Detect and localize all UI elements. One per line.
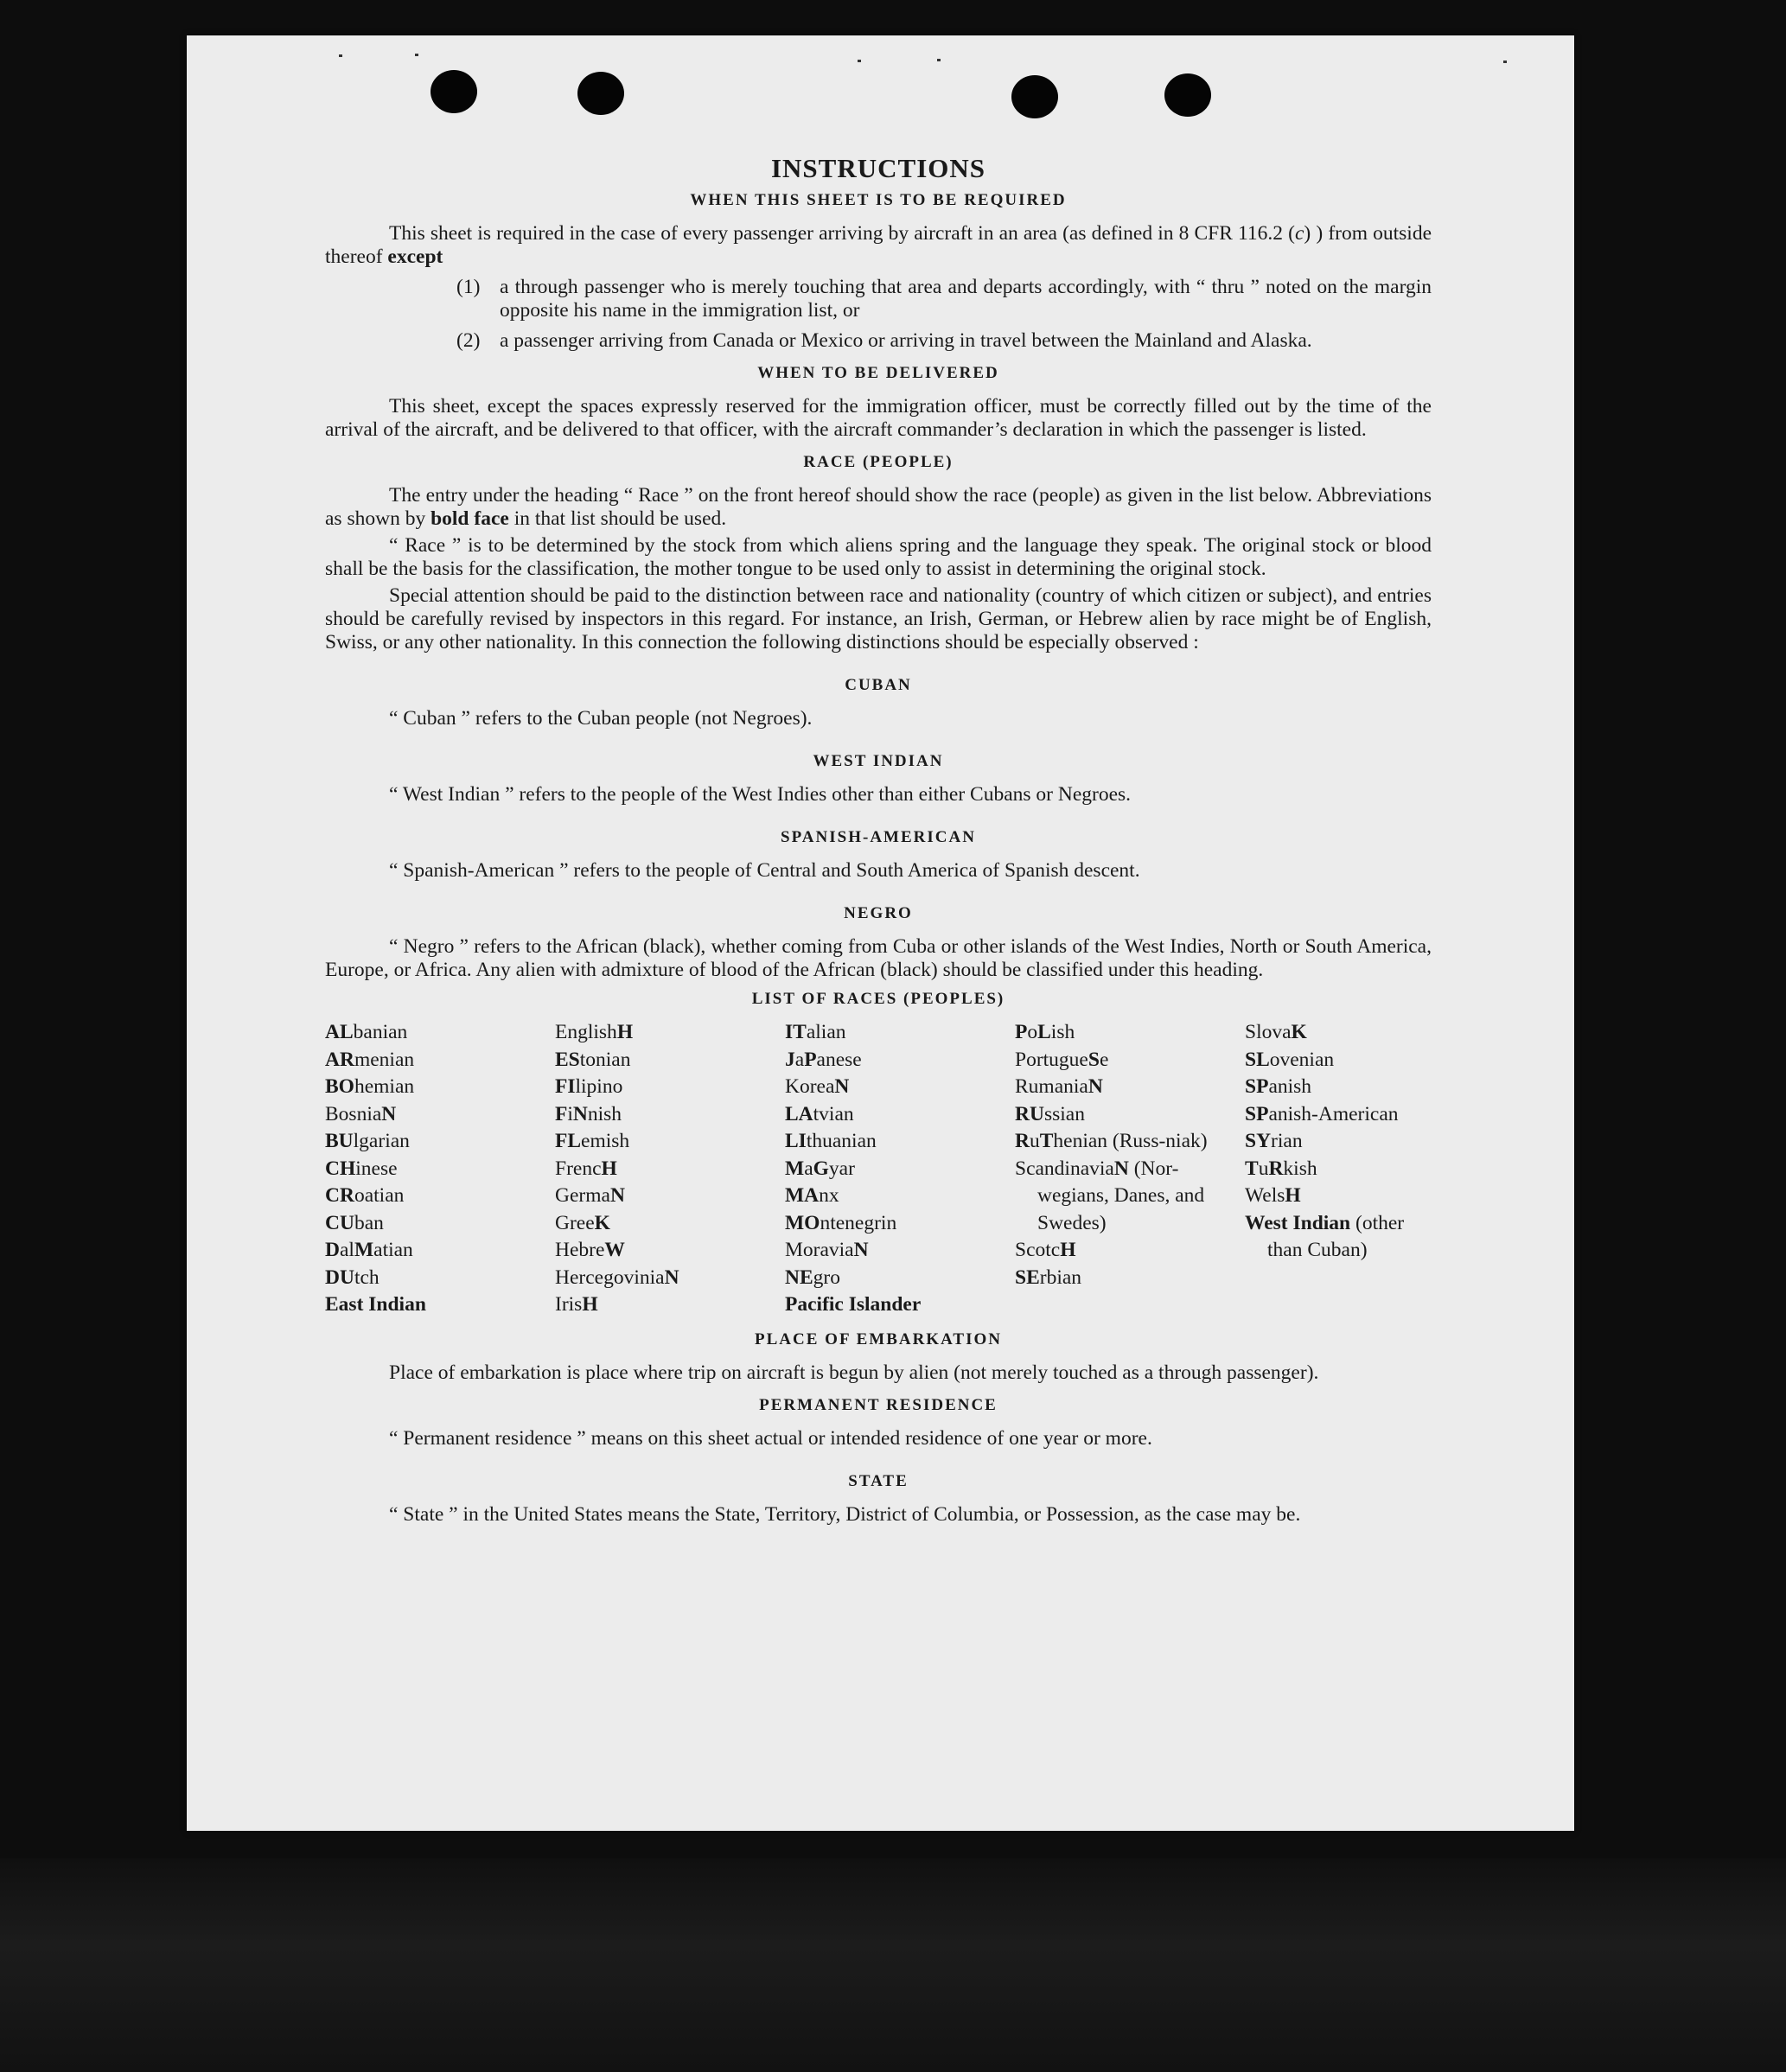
race-entry: MaGyar <box>785 1157 855 1180</box>
race-entry: BUlgarian <box>325 1130 410 1152</box>
race-entry: GreeK <box>555 1211 610 1234</box>
heading-embarkation: PLACE OF EMBARKATION <box>755 1329 1002 1348</box>
race-column <box>1245 1019 1432 1319</box>
heading-required: WHEN THIS SHEET IS TO BE REQUIRED <box>690 191 1067 209</box>
negro-text: “ Negro ” refers to the African (black), whether coming from Cuba or other islands of the West Indies, North or South America, Europe, or Africa. Any alien with admixture of blood of the African (black) should be classified under this heading. <box>325 935 1432 981</box>
spanish-american-text: “ Spanish-American ” refers to the people of Central and South America of Spanish descent. <box>389 859 1140 882</box>
race-entry: SPanish-American <box>1245 1102 1399 1125</box>
scan-speck <box>858 60 861 62</box>
page-title: INSTRUCTIONS <box>770 153 985 183</box>
race-entry: RUssian <box>1015 1102 1085 1125</box>
race-column <box>1015 1019 1245 1319</box>
race-paragraph-3: Special attention should be paid to the distinction between race and nationality (country of which citizen or subject), and entries should be carefully revised by inspectors in this regard. For instance, an Irish, German, or Hebrew alien by race might be of English, Swiss, or any other nationality. In this connection the following distinctions should be especially observed : <box>325 584 1432 653</box>
race-entry: KoreaN <box>785 1075 850 1098</box>
race-entry: East Indian <box>325 1293 426 1316</box>
race-entry: DUtch <box>325 1266 380 1289</box>
race-entry: ITalian <box>785 1021 846 1043</box>
race-entry: LIthuanian <box>785 1130 877 1152</box>
race-entry: NEgro <box>785 1266 840 1289</box>
race-entry: SYrian <box>1245 1130 1303 1152</box>
race-column <box>785 1019 1015 1319</box>
race-entry: FIlipino <box>555 1075 623 1098</box>
race-entry: West Indian (other than Cuban) <box>1245 1211 1405 1261</box>
scan-speck <box>1503 61 1507 63</box>
heading-state: STATE <box>848 1471 909 1490</box>
race-list <box>325 1019 1432 1319</box>
residence-text: “ Permanent residence ” means on this sheet actual or intended residence of one year or more. <box>389 1426 1152 1450</box>
scan-background <box>0 1858 1786 2072</box>
race-entry: JaPanese <box>785 1048 862 1071</box>
race-entry: CRoatian <box>325 1184 405 1207</box>
heading-cuban: CUBAN <box>845 676 912 694</box>
race-column <box>555 1019 785 1319</box>
race-entry: RuThenian (Russ-niak) <box>1015 1130 1208 1152</box>
race-entry: HebreW <box>555 1239 625 1261</box>
race-entry: PoLish <box>1015 1021 1075 1043</box>
heading-spanish-american: SPANISH-AMERICAN <box>781 828 976 846</box>
race-entry: ARmenian <box>325 1048 415 1071</box>
race-paragraph-1: The entry under the heading “ Race ” on the front hereof should show the race (people) as given in the list below. Abbreviations as shown by bold face in that list should be used. <box>325 484 1432 530</box>
scan-speck <box>937 59 941 61</box>
race-entry: SErbian <box>1015 1266 1082 1289</box>
race-entry: DalMatian <box>325 1239 413 1261</box>
punch-hole <box>577 72 624 115</box>
punch-hole <box>431 70 477 113</box>
race-entry: IrisH <box>555 1293 598 1316</box>
race-entry: FLemish <box>555 1130 630 1152</box>
race-entry: EnglishH <box>555 1021 634 1043</box>
delivered-text: This sheet, except the spaces expressly reserved for the immigration officer, must be correctly filled out by the time of the arrival of the aircraft, and be delivered to that officer, with the aircraft commander’s declaration in which the passenger is listed. <box>325 395 1432 441</box>
race-entry: BOhemian <box>325 1075 415 1098</box>
heading-delivered: WHEN TO BE DELIVERED <box>757 364 999 382</box>
race-entry: TuRkish <box>1245 1157 1317 1180</box>
race-column <box>325 1019 555 1319</box>
heading-residence: PERMANENT RESIDENCE <box>759 1395 998 1414</box>
race-entry: FiNnish <box>555 1102 622 1125</box>
instructions-body <box>325 153 1432 1527</box>
race-entry: CHinese <box>325 1157 398 1180</box>
embarkation-text: Place of embarkation is place where trip on aircraft is begun by alien (not merely touched as a through passenger). <box>389 1361 1319 1384</box>
scan-speck <box>339 54 342 57</box>
heading-race: RACE (PEOPLE) <box>803 453 954 471</box>
punch-hole <box>1164 73 1211 117</box>
race-entry: ScotcH <box>1015 1239 1076 1261</box>
race-entry: PortugueSe <box>1015 1048 1109 1071</box>
race-entry: SPanish <box>1245 1075 1312 1098</box>
race-entry: SlovaK <box>1245 1021 1307 1043</box>
heading-negro: NEGRO <box>844 904 913 922</box>
race-entry: RumaniaN <box>1015 1075 1103 1098</box>
race-entry: MAnx <box>785 1184 839 1207</box>
race-entry: MOntenegrin <box>785 1211 897 1234</box>
race-entry: MoraviaN <box>785 1239 869 1261</box>
race-entry: FrencH <box>555 1157 617 1180</box>
west-indian-text: “ West Indian ” refers to the people of the West Indies other than either Cubans or Negroes. <box>389 783 1132 806</box>
race-entry: CUban <box>325 1211 384 1234</box>
race-entry: ScandinaviaN (Nor-wegians, Danes, and Swedes) <box>1015 1157 1205 1234</box>
race-entry: EStonian <box>555 1048 631 1071</box>
race-entry: WelsH <box>1245 1184 1301 1207</box>
race-paragraph-2: “ Race ” is to be determined by the stock from which aliens spring and the language they speak. The original stock or blood shall be the basis for the classification, the mother tongue to be used only to assist in determining the original stock. <box>325 534 1432 580</box>
state-text: “ State ” in the United States means the State, Territory, District of Columbia, or Possession, as the case may be. <box>389 1502 1301 1526</box>
race-entry: Pacific Islander <box>785 1293 922 1316</box>
scan-speck <box>415 54 418 56</box>
required-intro: This sheet is required in the case of every passenger arriving by aircraft in an area (as defined in 8 CFR 116.2 (c) ) from outside thereof except <box>325 222 1432 268</box>
race-entry: BosniaN <box>325 1102 397 1125</box>
race-entry: SLovenian <box>1245 1048 1335 1071</box>
heading-list-of-races: LIST OF RACES (PEOPLES) <box>751 990 1005 1008</box>
punch-hole <box>1011 75 1058 118</box>
race-entry: ALbanian <box>325 1021 408 1043</box>
race-entry: LAtvian <box>785 1102 854 1125</box>
race-entry: GermaN <box>555 1184 625 1207</box>
required-item-1: (1) a through passenger who is merely touching that area and departs accordingly, with “ thru ” noted on the margin opposite his name in the immigration list, or <box>456 276 1432 322</box>
race-entry: HercegoviniaN <box>555 1266 679 1289</box>
cuban-text: “ Cuban ” refers to the Cuban people (not Negroes). <box>389 707 813 730</box>
heading-west-indian: WEST INDIAN <box>813 752 944 770</box>
document-sheet <box>187 35 1574 1831</box>
required-item-2: (2) a passenger arriving from Canada or Mexico or arriving in travel between the Mainland and Alaska. <box>456 329 1312 352</box>
